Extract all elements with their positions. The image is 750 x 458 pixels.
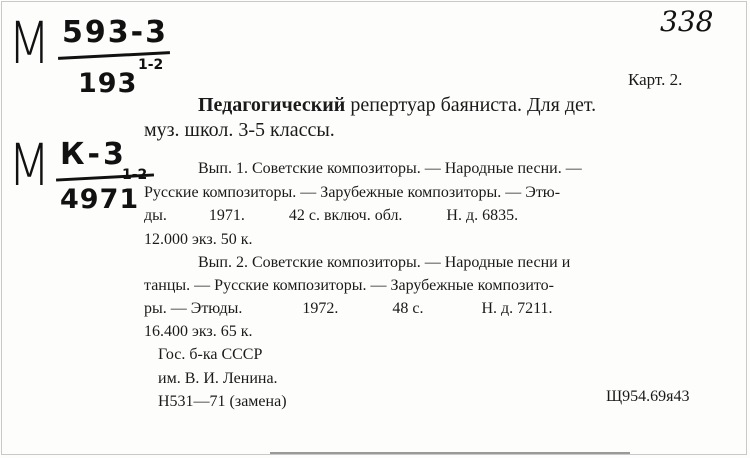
title-line-2: муз. школ. 3-5 классы. [144, 119, 335, 141]
handwritten-shelf-top-superscript: 1-2 [138, 57, 164, 73]
title-bold: Педагогический [198, 94, 346, 116]
issue1-line3-a: ды. [144, 207, 167, 224]
title-line-1 [198, 94, 596, 117]
issue2-year: 1972. [302, 300, 339, 317]
handwritten-letter-bottom: М [8, 131, 51, 199]
issue2-line3-a: ры. — Этюды. [144, 300, 243, 317]
issue1-year: 1971. [208, 207, 245, 224]
issue1-line1: Вып. 1. Советские композиторы. — Народные песни. — [198, 160, 582, 177]
handwritten-shelf-bottom-denominator: 4971 [60, 184, 140, 215]
order-number: Н531—71 (замена) [158, 393, 287, 410]
issue1-nd: Н. д. 6835. [446, 207, 519, 224]
card-label: Карт. 2. [628, 70, 683, 89]
handwritten-shelf-top-denominator: 193 [78, 68, 138, 99]
card-bottom-edge [270, 452, 630, 454]
handwritten-shelf-bottom-numerator: К-3 [60, 137, 127, 172]
library-line1: Гос. б-ка СССР [158, 346, 263, 363]
handwritten-shelf-bottom-superscript: 1-2 [122, 167, 148, 183]
handwritten-letter-top: М [8, 9, 51, 77]
issue2-line2: танцы. — Русские композиторы. — Зарубежные композито- [144, 277, 554, 294]
handwritten-shelf-top-numerator: 593-3 [62, 15, 168, 50]
title-rest: репертуар баяниста. Для дет. [345, 94, 597, 116]
library-line2: им. В. И. Ленина. [158, 370, 278, 387]
issue2-pages: 48 с. [392, 300, 424, 317]
issue1-line3 [144, 207, 518, 225]
handwritten-corner-number: 338 [660, 5, 714, 38]
issue2-line3 [144, 300, 553, 318]
catalog-code: Щ954.69я43 [606, 388, 690, 405]
issue2-line1: Вып. 2. Советские композиторы. — Народные песни и [198, 254, 571, 271]
issue2-line4: 16.400 экз. 65 к. [144, 323, 253, 340]
issue2-nd: Н. д. 7211. [481, 300, 553, 317]
issue1-line2: Русские композиторы. — Зарубежные композиторы. — Этю- [144, 184, 561, 201]
issue1-line4: 12.000 экз. 50 к. [144, 231, 253, 248]
issue1-pages: 42 с. включ. обл. [288, 207, 403, 224]
